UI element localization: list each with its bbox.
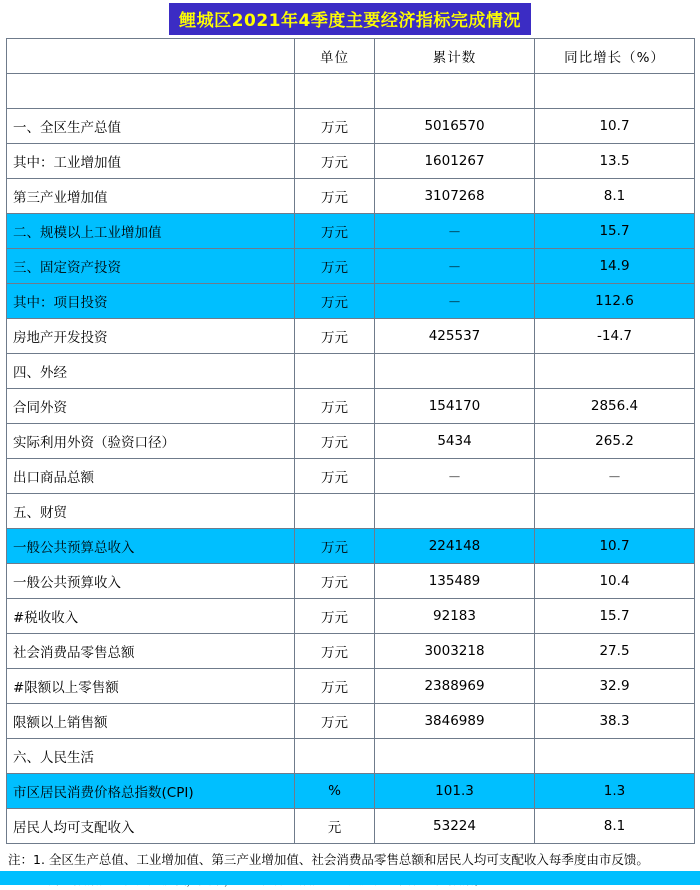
indicator-growth — [535, 739, 695, 774]
indicator-name: 一、全区生产总值 — [7, 109, 295, 144]
indicator-name: 房地产开发投资 — [7, 319, 295, 354]
table-spacer-row — [7, 74, 695, 109]
indicator-value: 135489 — [375, 564, 535, 599]
indicator-unit: 万元 — [295, 214, 375, 249]
header-indicator — [7, 39, 295, 74]
indicator-unit: 万元 — [295, 424, 375, 459]
indicator-unit — [295, 74, 375, 109]
indicator-unit: 万元 — [295, 179, 375, 214]
indicator-name: 合同外资 — [7, 389, 295, 424]
indicator-name: 其中：工业增加值 — [7, 144, 295, 179]
indicator-name: #税收收入 — [7, 599, 295, 634]
table-row — [7, 669, 695, 704]
indicator-unit: 万元 — [295, 529, 375, 564]
table-row — [7, 564, 695, 599]
indicator-name: 限额以上销售额 — [7, 704, 295, 739]
indicator-value: － — [375, 459, 535, 494]
indicator-name: 其中：项目投资 — [7, 284, 295, 319]
indicator-value: － — [375, 284, 535, 319]
indicator-value — [375, 494, 535, 529]
indicator-value: － — [375, 249, 535, 284]
economic-indicators-table — [6, 38, 695, 844]
table-row — [7, 704, 695, 739]
table-row — [7, 809, 695, 844]
indicator-name: 市区居民消费价格总指数(CPI) — [7, 774, 295, 809]
indicator-growth: 13.5 — [535, 144, 695, 179]
indicator-name: 二、规模以上工业增加值 — [7, 214, 295, 249]
indicator-value: 5434 — [375, 424, 535, 459]
table-row — [7, 214, 695, 249]
indicator-growth: 2856.4 — [535, 389, 695, 424]
title-bar — [0, 0, 700, 38]
bottom-accent-bar — [0, 871, 700, 885]
indicator-value — [375, 739, 535, 774]
table-header-row — [7, 39, 695, 74]
indicator-unit: % — [295, 774, 375, 809]
indicator-growth: 15.7 — [535, 599, 695, 634]
indicator-unit: 万元 — [295, 564, 375, 599]
indicator-value: 154170 — [375, 389, 535, 424]
indicator-name: #限额以上零售额 — [7, 669, 295, 704]
indicator-name: 五、财贸 — [7, 494, 295, 529]
indicator-unit: 万元 — [295, 459, 375, 494]
header-growth: 同比增长（%） — [535, 39, 695, 74]
indicator-name: 社会消费品零售总额 — [7, 634, 295, 669]
indicator-value: 224148 — [375, 529, 535, 564]
indicator-unit: 万元 — [295, 599, 375, 634]
indicator-name: 实际利用外资（验资口径） — [7, 424, 295, 459]
indicator-value: 53224 — [375, 809, 535, 844]
table-row — [7, 634, 695, 669]
indicator-unit: 万元 — [295, 144, 375, 179]
indicator-unit: 万元 — [295, 109, 375, 144]
table-row — [7, 389, 695, 424]
table-row — [7, 599, 695, 634]
indicator-value — [375, 354, 535, 389]
indicator-growth: 265.2 — [535, 424, 695, 459]
indicator-growth: 112.6 — [535, 284, 695, 319]
table-row — [7, 144, 695, 179]
indicator-unit — [295, 354, 375, 389]
table-row — [7, 179, 695, 214]
indicator-unit: 万元 — [295, 704, 375, 739]
indicator-unit: 万元 — [295, 249, 375, 284]
table-row — [7, 284, 695, 319]
indicator-name — [7, 74, 295, 109]
header-cumulative: 累计数 — [375, 39, 535, 74]
indicator-unit — [295, 739, 375, 774]
table-row — [7, 424, 695, 459]
table-row — [7, 109, 695, 144]
table-row — [7, 739, 695, 774]
indicator-name: 一般公共预算收入 — [7, 564, 295, 599]
indicator-value: 2388969 — [375, 669, 535, 704]
indicator-unit: 万元 — [295, 319, 375, 354]
indicator-growth: 32.9 — [535, 669, 695, 704]
indicator-unit: 万元 — [295, 389, 375, 424]
indicator-value: － — [375, 214, 535, 249]
indicator-unit: 万元 — [295, 634, 375, 669]
indicator-name: 居民人均可支配收入 — [7, 809, 295, 844]
indicator-value — [375, 74, 535, 109]
indicator-growth — [535, 74, 695, 109]
indicator-growth: -14.7 — [535, 319, 695, 354]
indicator-value: 3003218 — [375, 634, 535, 669]
indicator-growth: － — [535, 459, 695, 494]
indicator-value: 92183 — [375, 599, 535, 634]
indicator-growth: 1.3 — [535, 774, 695, 809]
indicator-growth: 14.9 — [535, 249, 695, 284]
table-row — [7, 249, 695, 284]
indicator-value: 3107268 — [375, 179, 535, 214]
indicator-growth: 38.3 — [535, 704, 695, 739]
indicator-growth: 15.7 — [535, 214, 695, 249]
indicator-value: 101.3 — [375, 774, 535, 809]
indicator-name: 六、人民生活 — [7, 739, 295, 774]
indicator-value: 5016570 — [375, 109, 535, 144]
table-row — [7, 459, 695, 494]
table-row — [7, 494, 695, 529]
table-row — [7, 354, 695, 389]
indicator-growth: 8.1 — [535, 179, 695, 214]
indicator-value: 1601267 — [375, 144, 535, 179]
indicator-growth: 10.7 — [535, 109, 695, 144]
indicator-growth: 10.7 — [535, 529, 695, 564]
indicator-growth — [535, 494, 695, 529]
indicator-growth: 10.4 — [535, 564, 695, 599]
indicator-growth — [535, 354, 695, 389]
indicator-unit: 万元 — [295, 669, 375, 704]
indicator-value: 425537 — [375, 319, 535, 354]
header-unit: 单位 — [295, 39, 375, 74]
indicator-name: 三、固定资产投资 — [7, 249, 295, 284]
indicator-name: 出口商品总额 — [7, 459, 295, 494]
indicator-name: 第三产业增加值 — [7, 179, 295, 214]
note-line-1: 注：1. 全区生产总值、工业增加值、第三产业增加值、社会消费品零售总额和居民人均可支配收入每季度由市反馈。 — [8, 852, 649, 867]
page-title: 鲤城区2021年4季度主要经济指标完成情况 — [169, 3, 531, 35]
indicator-name: 一般公共预算总收入 — [7, 529, 295, 564]
table-row — [7, 529, 695, 564]
table-row — [7, 774, 695, 809]
indicator-growth: 8.1 — [535, 809, 695, 844]
indicator-unit: 万元 — [295, 284, 375, 319]
indicator-value: 3846989 — [375, 704, 535, 739]
indicator-unit: 元 — [295, 809, 375, 844]
indicator-unit — [295, 494, 375, 529]
indicator-growth: 27.5 — [535, 634, 695, 669]
indicator-name: 四、外经 — [7, 354, 295, 389]
table-row — [7, 319, 695, 354]
